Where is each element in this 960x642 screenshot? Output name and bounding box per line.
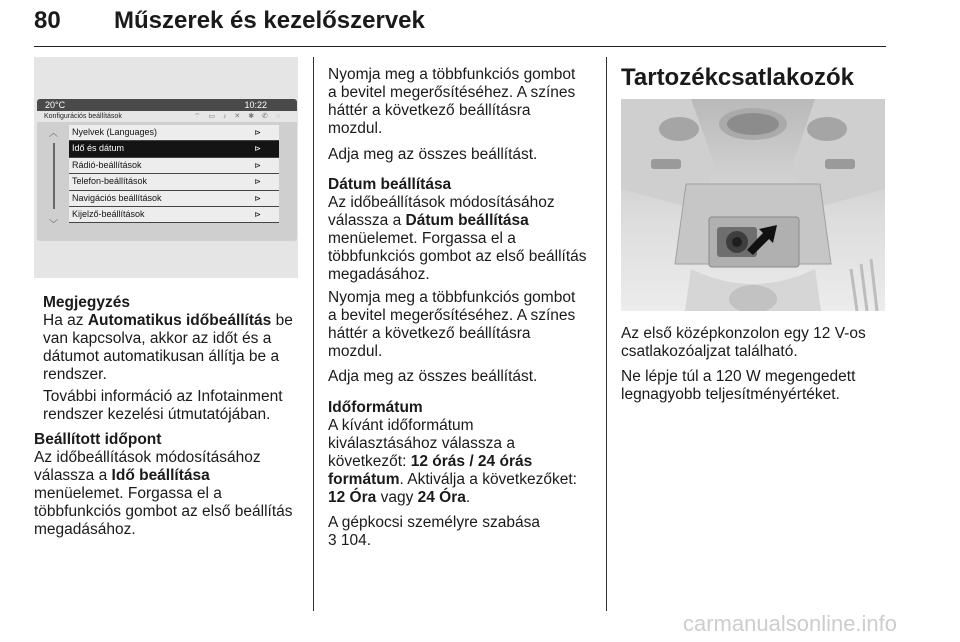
- menu-item-label: Kijelző-beállítások: [72, 208, 145, 219]
- body-paragraph: Adja meg az összes beállítást.: [328, 368, 538, 385]
- body-paragraph: Adja meg az összes beállítást.: [328, 146, 538, 163]
- body-paragraph: Az első középkonzolon egy 12 V-os csatlakozóaljzat található.: [621, 325, 866, 360]
- menu-item[interactable]: [69, 141, 279, 157]
- note-paragraph: További információ az Infotainment rendszer kezelési útmutatójában.: [43, 388, 283, 423]
- note-title: Megjegyzés: [43, 294, 131, 311]
- menu-item-label: Navigációs beállítások: [72, 192, 162, 203]
- menu-item[interactable]: [69, 125, 279, 141]
- chevron-up-icon: ︿: [49, 128, 59, 138]
- chevron-right-icon: ⊳: [254, 209, 261, 219]
- clock-readout: 10:22: [244, 100, 267, 110]
- menu-item[interactable]: [69, 174, 279, 190]
- breadcrumb: Konfigurációs beállítások: [44, 113, 122, 120]
- page-reference[interactable]: 3 104.: [328, 532, 372, 549]
- chevron-right-icon: ⊳: [254, 193, 261, 203]
- chevron-down-icon: ﹀: [49, 219, 59, 229]
- page-title: Műszerek és kezelőszervek: [114, 7, 425, 34]
- temperature-readout: 20°C: [45, 100, 66, 110]
- watermark: carmanualsonline.info: [683, 611, 898, 636]
- menu-item-label: Nyelvek (Languages): [72, 127, 158, 137]
- chevron-right-icon: ⊳: [254, 160, 261, 170]
- reference-arrow-icon: 3: [328, 532, 337, 549]
- console-photo: [621, 99, 885, 311]
- body-paragraph: A gépkocsi személyre szabása 3 104.: [328, 514, 540, 549]
- screen-breadcrumb-bar: [37, 111, 297, 122]
- chevron-right-icon: ⊳: [254, 177, 261, 187]
- chevron-right-icon: ⊳: [254, 144, 261, 154]
- page-header: [34, 4, 886, 47]
- menu-item[interactable]: [69, 207, 279, 223]
- chevron-right-icon: ⊳: [254, 128, 261, 137]
- infotainment-screen: [37, 99, 297, 241]
- note-paragraph: Ha az Automatikus időbeállítás be van kapcsolva, akkor az időt és a dátumot automatikusan állítja be a rendszer.: [43, 312, 293, 383]
- menu-item-label: Rádió-beállítások: [72, 159, 142, 170]
- scrollbar: [53, 143, 55, 209]
- settings-menu: [69, 125, 279, 223]
- page-number: 80: [34, 7, 61, 34]
- menu-item[interactable]: [69, 191, 279, 207]
- section-title: Tartozékcsatlakozók: [621, 64, 854, 91]
- column-divider: [313, 57, 314, 611]
- screen-status-bar: [37, 99, 297, 111]
- body-paragraph: Nyomja meg a többfunkciós gombot a bevitel megerősítéséhez. A színes háttér a következő beállításra mozdul.: [328, 289, 576, 360]
- status-icons: ⌔ ▭ ♪ ✕ ✱ ✆ ◌: [193, 113, 283, 120]
- section-heading: Időformátum: [328, 399, 423, 416]
- body-paragraph: Ne lépje túl a 120 W megengedett legnagyobb teljesítményértéket.: [621, 368, 856, 403]
- body-paragraph: Az időbeállítások módosításához válassza a Dátum beállítása menüelemet. Forgassa el a többfunkciós gombot az első beállítás megadásához.: [328, 194, 587, 283]
- console-illustration: [621, 99, 885, 311]
- section-heading: Dátum beállítása: [328, 176, 452, 193]
- column-divider: [606, 57, 607, 611]
- body-paragraph: A kívánt időformátum kiválasztásához válassza a következőt: 12 órás / 24 órás formátum. Aktiválja a következőket: 12 Óra vagy 24 Óra.: [328, 417, 577, 506]
- body-paragraph: Az időbeállítások módosításához válassza a Idő beállítása menüelemet. Forgassa el a többfunkciós gombot az első beállítás megadásához.: [34, 449, 293, 538]
- menu-item-label: Telefon-beállítások: [72, 176, 148, 187]
- menu-item[interactable]: [69, 158, 279, 174]
- menu-item-label: Idő és dátum: [72, 143, 125, 154]
- section-heading: Beállított időpont: [34, 431, 162, 448]
- body-paragraph: Nyomja meg a többfunkciós gombot a bevitel megerősítéséhez. A színes háttér a következő beállításra mozdul.: [328, 66, 576, 137]
